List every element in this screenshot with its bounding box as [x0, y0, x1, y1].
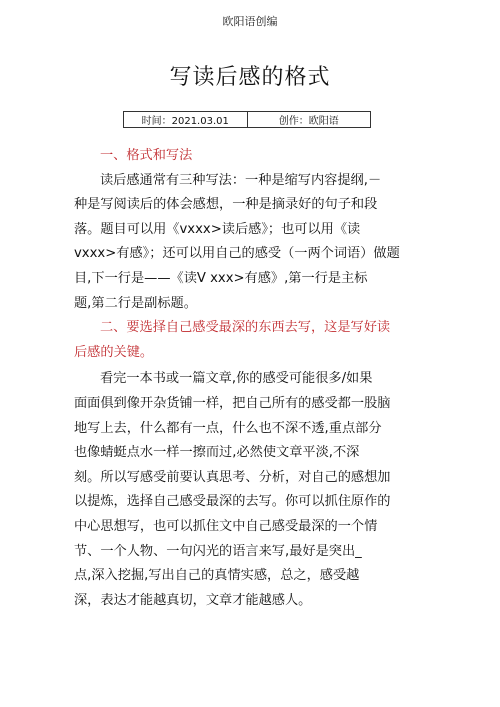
paragraph-line: 深，表达才能越真切，文章才能越感人。	[74, 592, 312, 608]
paragraph-line: 目,下一行是——《读V xxx>有感》,第一行是主标	[74, 270, 368, 286]
section-heading-key-point: 二、要选择自己感受最深的东西去写，这是写好读	[100, 320, 391, 336]
meta-author: 创作：欧阳语	[247, 112, 371, 127]
paragraph-line: 读后感通常有三种写法：一种是缩写内容提纲,－	[100, 172, 382, 188]
paragraph-line: 节、一个人物、一句闪光的语言来写,最好是突出_	[74, 543, 362, 559]
paragraph-line: 也像蜻蜓点水一样一擦而过,必然使文章平淡,不深	[74, 445, 360, 461]
paragraph-line: 种是写阅读后的体会感想，一种是摘录好的句子和段	[74, 197, 378, 213]
paragraph-line: 落。题目可以用《vxxx>读后感》；也可以用《读	[74, 221, 361, 237]
document-body	[74, 144, 434, 613]
paragraph-line: 点,深入挖掘,写出自己的真情实感，总之，感受越	[74, 568, 360, 584]
running-header: 欧阳语创编	[222, 15, 278, 28]
paragraph-line: vxxx>有感》；还可以用自己的感受（一两个词语）做题	[74, 246, 400, 262]
paragraph-line: 以提炼，选择自己感受最深的去写。你可以抓住原作的	[74, 494, 391, 510]
section-heading-key-point-cont: 后感的关键。	[74, 344, 154, 360]
paragraph-line: 刻。所以写感受前要认真思考、分析，对自己的感想加	[74, 469, 391, 485]
page-title: 写读后感的格式	[169, 65, 331, 90]
section-heading-format: 一、格式和写法	[100, 148, 193, 163]
paragraph-line: 看完一本书或一篇文章,你的感受可能很多/如果	[100, 371, 373, 387]
paragraph-line: 面面俱到像开杂货铺一样，把自己所有的感受都一股脑	[74, 395, 391, 411]
meta-time: 时间：2021.03.01	[141, 116, 229, 127]
paragraph-line: 中心思想写，也可以抓住文中自己感受最深的一个情	[74, 518, 378, 534]
paragraph-line: 题,第二行是副标题。	[74, 295, 197, 311]
paragraph-line: 地写上去，什么都有一点，什么也不深不透,重点部分	[74, 420, 382, 436]
meta-table	[123, 111, 371, 128]
